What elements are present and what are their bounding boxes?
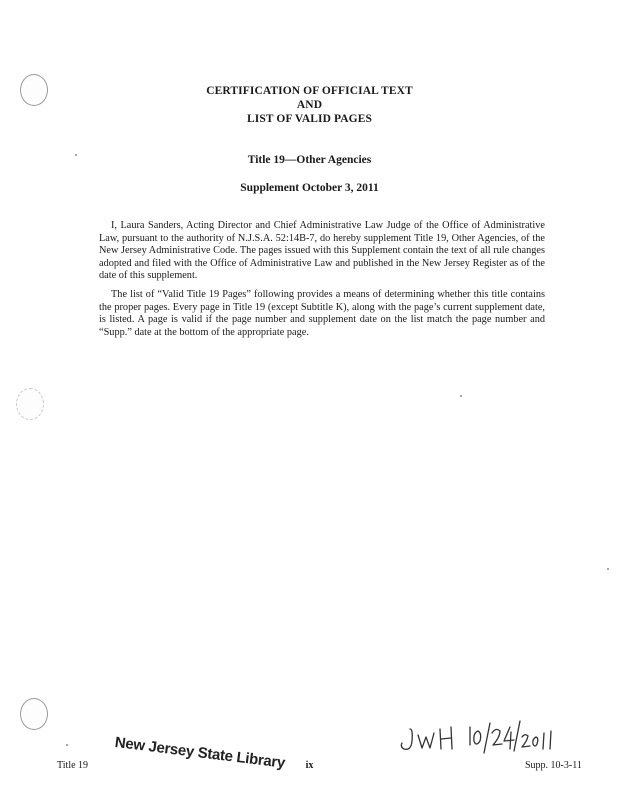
punch-hole-bottom [20, 698, 48, 730]
supplement-line: Supplement October 3, 2011 [240, 182, 379, 194]
library-stamp: New Jersey State Library [113, 734, 286, 772]
heading-line-1: CERTIFICATION OF OFFICIAL TEXT [206, 85, 413, 97]
punch-hole-middle [16, 388, 44, 420]
heading-line-2: AND [296, 99, 323, 111]
scan-speck [66, 744, 68, 746]
footer-supplement-date: Supp. 10-3-11 [525, 760, 582, 771]
title-line: Title 19—Other Agencies [247, 154, 372, 166]
paragraph-valid-pages: The list of “Valid Title 19 Pages” following provides a means of determining whether this title contains the proper pages. Every page in Title 19 (except Subtitle K), along with the page’s current supplement date, is listed. A page is valid if the page number and supplement date on the list match the page number and “Supp.” date at the bottom of the appropriate page. [99, 288, 545, 338]
footer-page-number: ix [305, 760, 314, 771]
scan-speck [607, 568, 609, 570]
certification-heading [0, 84, 619, 126]
certification-body [99, 220, 545, 345]
scan-speck [460, 395, 462, 397]
paragraph-certification: I, Laura Sanders, Acting Director and Chief Administrative Law Judge of the Office of Administrative Law, pursuant to the authority of N.J.S.A. 52:14B-7, do hereby supplement Title 19, Other Agencies, of the New Jersey Administrative Code. The pages issued with this Supplement contain the text of all rule changes adopted and filed with the Office of Administrative Law and published in the New Jersey Register as of the date of this supplement. [99, 220, 545, 282]
handwritten-signature [396, 715, 556, 759]
footer-title: Title 19 [57, 760, 89, 771]
heading-line-3: LIST OF VALID PAGES [247, 113, 372, 125]
